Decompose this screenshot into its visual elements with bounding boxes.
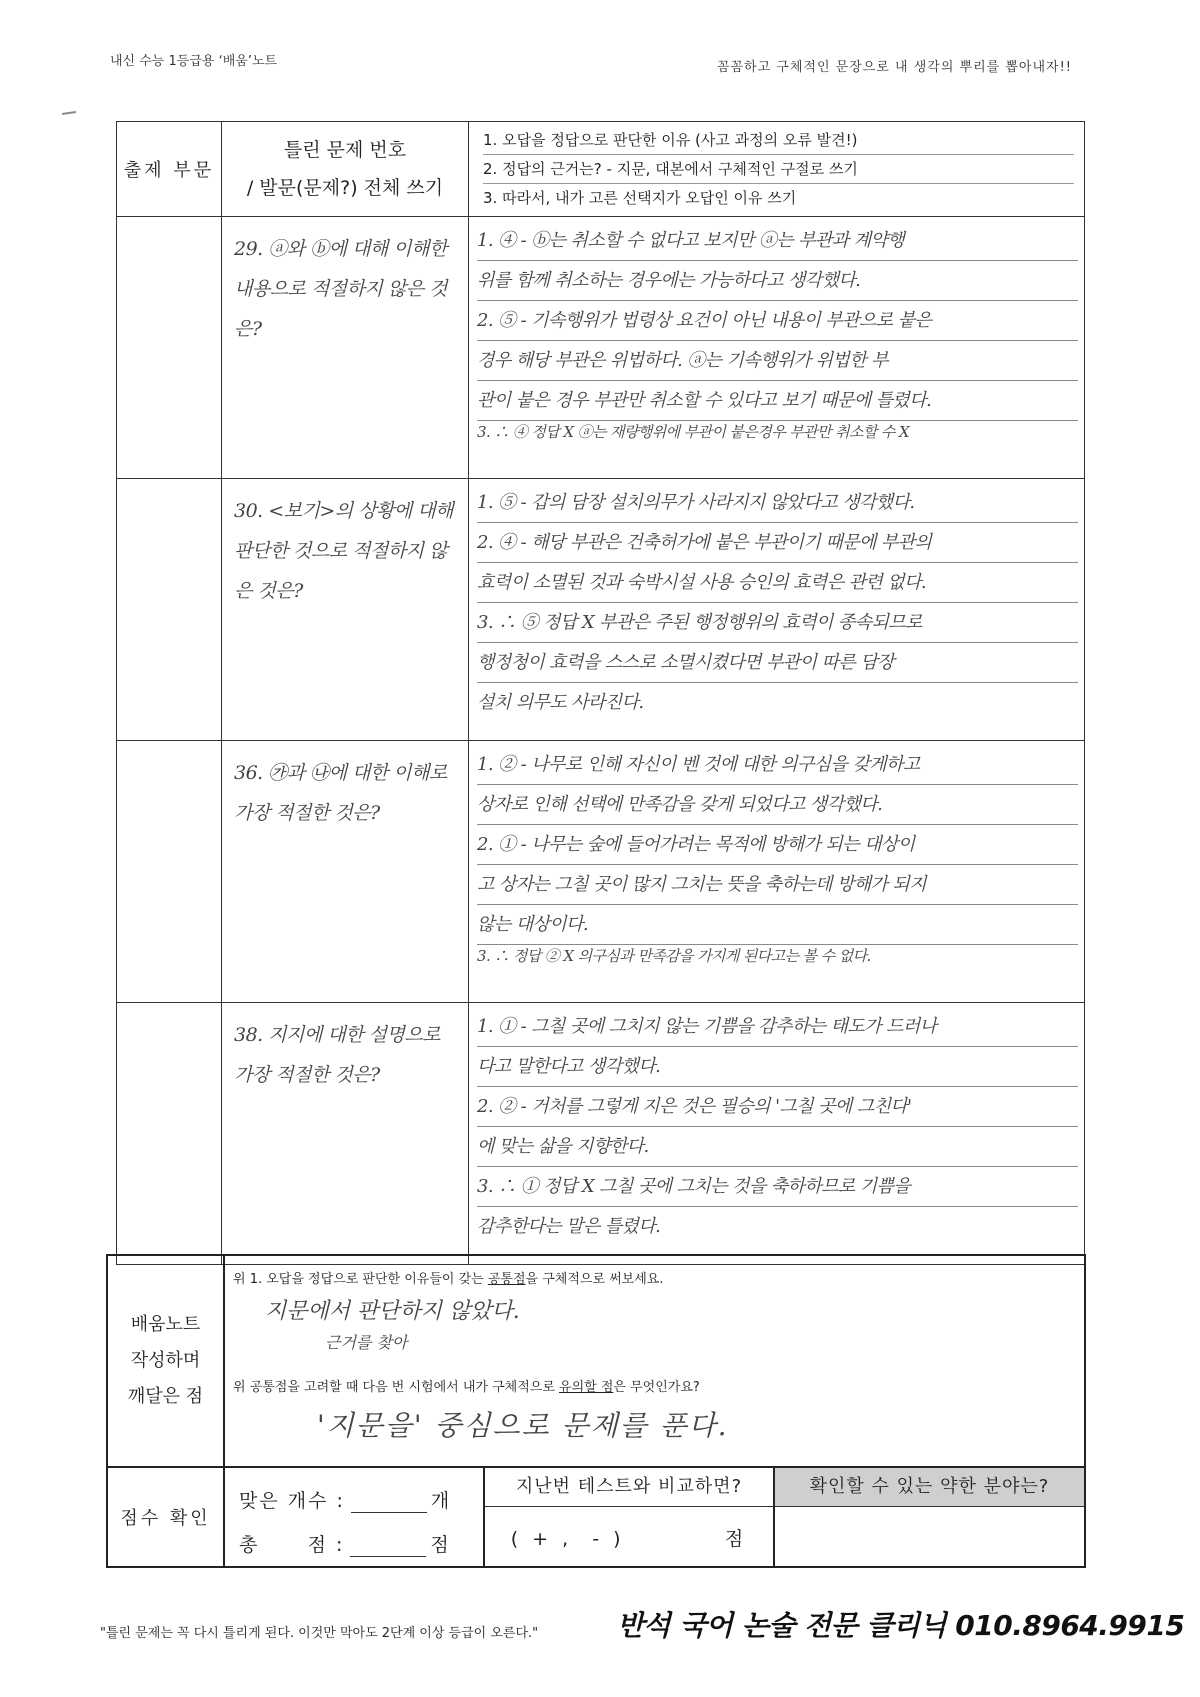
- answer-line: 1. ① - 그칠 곳에 그치지 않는 기쁨을 감추하는 태도가 드러나: [477, 1007, 1078, 1047]
- header-right-slogan: 꼼꼼하고 구체적인 문장으로 내 생각의 뿌리를 뽑아내자!!: [716, 60, 1072, 75]
- weak-area-cell: [774, 1467, 1085, 1567]
- answer-line: 3. ∴ ④ 정답 X ⓐ는 재량행위에 부관이 붙은경우 부관만 취소할 수 X: [477, 423, 910, 441]
- header-step-3: 3. 따라서, 내가 고른 선택지가 오답인 이유 쓰기: [483, 189, 797, 207]
- footer-quote: "틀린 문제는 꼭 다시 틀리게 된다. 이것만 막아도 2단계 이상 등급이 오른다.": [100, 1626, 539, 1641]
- table-row: [117, 217, 1085, 479]
- answer-line: 2. ② - 거처를 그렇게 지은 것은 필승의 '그칠 곳에 그친다': [477, 1087, 1078, 1127]
- header-left-title: 내신 수능 1등급용 ‘배움’노트: [110, 54, 278, 69]
- answer-line: 위를 함께 취소하는 경우에는 가능하다고 생각했다.: [477, 261, 1078, 301]
- score-counts: [224, 1467, 484, 1567]
- prompt-underlined: 공통점: [487, 1272, 526, 1287]
- score-row: [107, 1467, 1085, 1567]
- insight-label-line: 깨달은 점: [127, 1386, 204, 1407]
- answer-line: 행정청이 효력을 스스로 소멸시켰다면 부관이 따른 담장: [477, 643, 1078, 683]
- answer-line: 다고 말한다고 생각했다.: [477, 1047, 1078, 1087]
- answer-line: 3. ∴ ⑤ 정답 X 부관은 주된 행정행위의 효력이 종속되므로: [477, 603, 1078, 643]
- answer-cell: [469, 1003, 1085, 1265]
- compare-value: ( + , - ) 점: [510, 1528, 748, 1550]
- header-steps: [469, 122, 1085, 217]
- table-row: [117, 1003, 1085, 1265]
- table-header-row: [117, 122, 1085, 217]
- answer-line: 효력이 소멸된 것과 숙박시설 사용 승인의 효력은 관련 없다.: [477, 563, 1078, 603]
- prompt-text: 은 무엇인가요?: [613, 1380, 700, 1395]
- question-cell: 29. ⓐ와 ⓑ에 대해 이해한 내용으로 적절하지 않은 것은?: [222, 217, 469, 479]
- answer-line: 감추한다는 말은 틀렸다.: [477, 1216, 661, 1237]
- answer-line: 않는 대상이다.: [477, 905, 1078, 945]
- header-question-line2: / 발문(문제?) 전체 쓰기: [246, 177, 444, 199]
- answer-line: 1. ② - 나무로 인해 자신이 벤 것에 대한 의구심을 갖게하고: [477, 745, 1078, 785]
- summary-table: [106, 1254, 1086, 1568]
- total-score-blank: [350, 1538, 426, 1557]
- answer-line: 에 맞는 삶을 지향한다.: [477, 1127, 1078, 1167]
- question-cell: 36. ㉮과 ㉯에 대한 이해로 가장 적절한 것은?: [222, 741, 469, 1003]
- header-step-2: 2. 정답의 근거는? - 지문, 대본에서 구체적인 구절로 쓰기: [483, 155, 1074, 184]
- answer-cell: [469, 479, 1085, 741]
- insight-label: [107, 1255, 224, 1467]
- prompt-text: 을 구체적으로 써보세요.: [525, 1272, 664, 1287]
- insight-row: [107, 1255, 1085, 1467]
- score-label: 점수 확인: [107, 1467, 224, 1567]
- answer-line: 설치 의무도 사라진다.: [477, 692, 644, 713]
- insight-answer-note: 근거를 찾아: [325, 1333, 408, 1352]
- question-cell: 38. 지지에 대한 설명으로 가장 적절한 것은?: [222, 1003, 469, 1265]
- prompt-text: 위 공통점을 고려할 때 다음 번 시험에서 내가 구체적으로: [233, 1380, 560, 1395]
- answer-line: 2. ① - 나무는 숲에 들어가려는 목적에 방해가 되는 대상이: [477, 825, 1078, 865]
- answer-line: 상자로 인해 선택에 만족감을 갖게 되었다고 생각했다.: [477, 785, 1078, 825]
- category-cell: [117, 741, 222, 1003]
- category-cell: [117, 479, 222, 741]
- answer-line: 3. ∴ 정답 ② X 의구심과 만족감을 가지게 된다고는 볼 수 없다.: [477, 947, 871, 965]
- answer-line: 2. ⑤ - 기속행위가 법령상 요건이 아닌 내용이 부관으로 붙은: [477, 301, 1078, 341]
- stray-pen-mark: [62, 111, 76, 115]
- correct-count-unit: 개: [430, 1490, 452, 1512]
- total-score-unit: 점: [430, 1534, 451, 1556]
- insight-body: [224, 1255, 1085, 1467]
- answer-line: 경우 해당 부관은 위법하다. ⓐ는 기속행위가 위법한 부: [477, 341, 1078, 381]
- answer-cell: [469, 217, 1085, 479]
- insight-answer-common: 지문에서 판단하지 않았다.: [265, 1299, 520, 1324]
- header-question: [222, 122, 469, 217]
- answer-line: 관이 붙은 경우 부관만 취소할 수 있다고 보기 때문에 틀렸다.: [477, 381, 1078, 421]
- correct-count-label: 맞은 개수 :: [239, 1490, 345, 1512]
- prompt-text: 위 1. 오답을 정답으로 판단한 이유들이 갖는: [233, 1272, 488, 1287]
- insight-prompt-caution: [233, 1376, 700, 1395]
- footer-brand: 반석 국어 논술 전문 클리닉 010.8964.9915: [617, 1609, 1185, 1642]
- answer-line: 1. ⑤ - 갑의 담장 설치의무가 사라지지 않았다고 생각했다.: [477, 483, 1078, 523]
- insight-answer-caution: '지문을' 중심으로 문제를 푼다.: [317, 1409, 729, 1442]
- table-row: [117, 741, 1085, 1003]
- header-step-1: 1. 오답을 정답으로 판단한 이유 (사고 과정의 오류 발견!): [483, 126, 1074, 155]
- insight-label-line: 작성하며: [130, 1350, 201, 1371]
- category-cell: [117, 217, 222, 479]
- total-score-label: 총 점 :: [239, 1534, 345, 1556]
- answer-cell: [469, 741, 1085, 1003]
- compare-cell: [484, 1467, 774, 1567]
- answer-line: 고 상자는 그칠 곳이 많지 그치는 뜻을 축하는데 방해가 되지: [477, 865, 1078, 905]
- header-category: 출제 부문: [117, 122, 222, 217]
- compare-header: 지난번 테스트와 비교하면?: [485, 1468, 773, 1507]
- answer-line: 1. ④ - ⓑ는 취소할 수 없다고 보지만 ⓐ는 부관과 계약행: [477, 221, 1078, 261]
- weak-area-header: 확인할 수 있는 약한 분야는?: [775, 1468, 1084, 1507]
- correct-count-blank: [351, 1494, 427, 1513]
- table-row: [117, 479, 1085, 741]
- total-score: [239, 1530, 451, 1557]
- prompt-underlined: 유의할 점: [559, 1380, 614, 1395]
- answer-line: 2. ④ - 해당 부관은 건축허가에 붙은 부관이기 때문에 부관의: [477, 523, 1078, 563]
- question-cell: 30. <보기>의 상황에 대해 판단한 것으로 적절하지 않은 것은?: [222, 479, 469, 741]
- header-question-line1: 틀린 문제 번호: [283, 139, 407, 161]
- insight-prompt-common: [233, 1268, 664, 1287]
- answer-line: 3. ∴ ① 정답 X 그칠 곳에 그치는 것을 축하하므로 기쁨을: [477, 1167, 1078, 1207]
- correct-count: [239, 1486, 451, 1513]
- category-cell: [117, 1003, 222, 1265]
- review-table: [116, 121, 1085, 1265]
- insight-label-line: 배움노트: [130, 1314, 201, 1335]
